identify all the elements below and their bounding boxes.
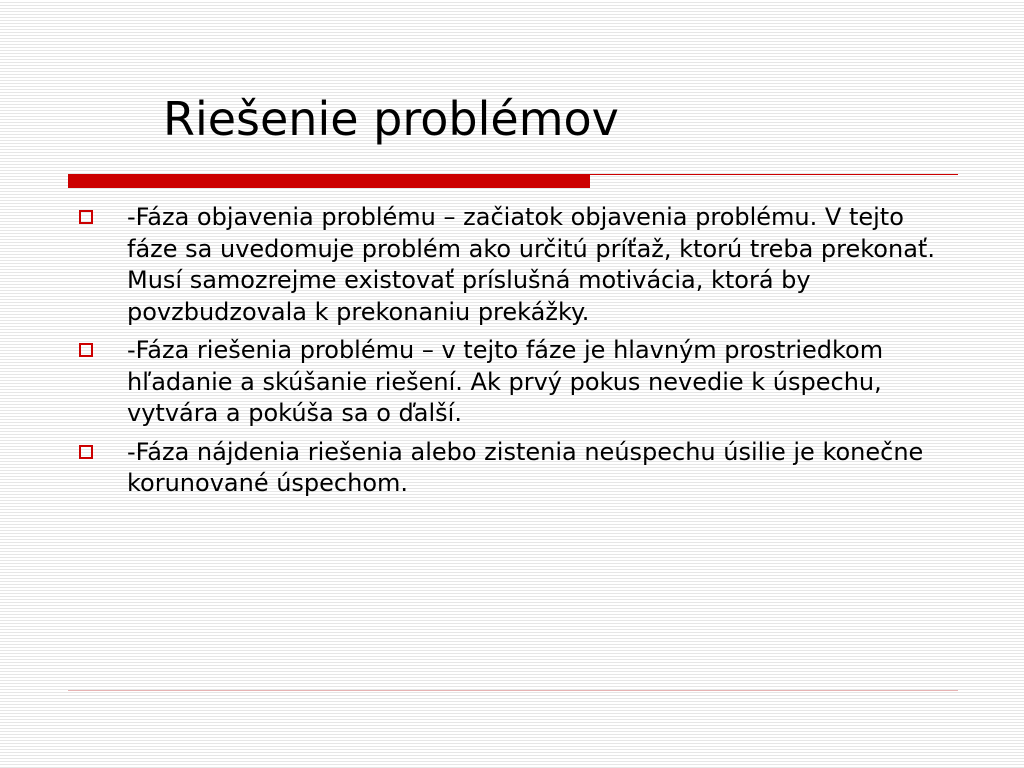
bullet-list (78, 202, 958, 507)
slide-title: Riešenie problémov (163, 92, 619, 146)
bullet-text: -Fáza riešenia problému – v tejto fáze je hlavným prostriedkom hľadanie a skúšanie riešení. Ak prvý pokus nevedie k úspechu, vytvára a pokúša sa o ďalší. (127, 336, 884, 427)
hollow-square-icon (79, 445, 93, 459)
bullet-item (78, 202, 958, 328)
title-accent-bar (68, 174, 590, 188)
hollow-square-icon (79, 210, 93, 224)
bullet-text: -Fáza objavenia problému – začiatok objavenia problému. V tejto fáze sa uvedomuje problém ako určitú príťaž, ktorú treba prekonať. Musí samozrejme existovať príslušná motivácia, ktorá by povzbudzovala k prekonaniu prekážky. (127, 203, 935, 326)
bullet-item (78, 437, 958, 500)
bullet-item (78, 335, 958, 430)
footer-divider-line (68, 690, 958, 691)
hollow-square-icon (79, 343, 93, 357)
bullet-text: -Fáza nájdenia riešenia alebo zistenia neúspechu úsilie je konečne korunované úspechom. (127, 437, 924, 497)
